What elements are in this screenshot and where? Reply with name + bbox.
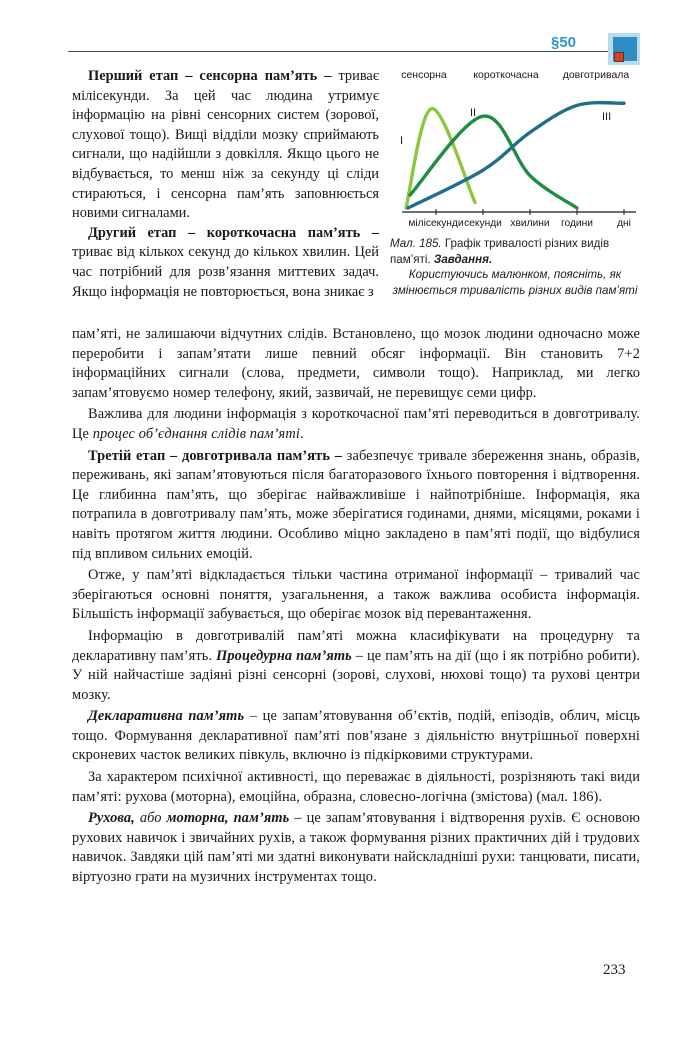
intro-column (72, 67, 379, 302)
chart-svg (388, 64, 640, 234)
p5-term: Процедурна пам’ять (216, 647, 352, 664)
paragraph-6 (72, 707, 640, 766)
paragraph-7: За характером психічної активності, що переважає в діяльності, розрізняють такі види пам’яті: рухова (моторна), емоційна, образна, словесно-логічна (змістова) (мал. 186). (72, 769, 640, 805)
stage1-text: триває мілісекунди. За цей час людина утримує інформацію на рівні сенсорних систем (зорової, слухової тощо). Вищі відділи мозку сприймають сигнали, що надійшли з довкілля. Якщо цього не відбувається, то менш ніж за секунду ці сліди стираються, і сенсорна пам’ять заповнюється новими сигналами. (72, 68, 379, 222)
chart-header-label: сенсорна (401, 69, 447, 81)
chart-header-label: короткочасна (473, 69, 539, 81)
series-marker: III (602, 111, 612, 123)
p5-pre: Інформацію в довготривалій пам’яті можна класифікувати на процедурну та декларативну пам’ять. (72, 627, 640, 664)
section-number: §50 (551, 34, 577, 51)
paragraph-5 (72, 627, 640, 705)
x-tick-label: дні (617, 218, 631, 229)
task-label: Завдання. (433, 252, 493, 266)
x-tick-label: години (561, 218, 593, 229)
p8-post: – це запам’ятовування і відтворення рухів. Є основою рухових навичок і звичайних рухів, а також формування різних практичних дій і трудових навичок. Завдяки цій пам’яті ми здатні виконувати найскладніші рухи: танцювати, писати, віртуозно грати на музичних інструментах тощо. (72, 810, 640, 886)
p2-emphasis: процес об’єднання слідів пам’яті (92, 425, 300, 442)
main-text (72, 325, 640, 888)
p2-pre: Важлива для людини інформація з короткочасної пам’яті переводиться в довготривалу. Це (72, 406, 640, 442)
p5-post: – це пам’ять на дії (що і як потрібно робити). У ній найчастіше задіяні різні сенсорні (зорові, слухові, нюхові тощо) та рухові центри мозку. (72, 647, 640, 703)
paragraph-1: пам’яті, не залишаючи відчутних слідів. Встановлено, що мозок людини одночасно може переробити і запам’ятати лише певний обсяг інформації. Він становить 7+2 інформаційних сигнали (слова, предмети, символи тощо). Наприклад, ми легко запам’ятовуємо номер телефону, який, зазвичай, не перевищує семи цифр. (72, 326, 640, 401)
x-tick-label: секунди (464, 218, 502, 229)
series-marker: II (470, 107, 477, 119)
corner-marker-dot (614, 52, 624, 62)
paragraph-4: Отже, у пам’яті відкладається тільки частина отриманої інформації – тривалий час зберігаються основні поняття, узагальнення, а також важлива особиста інформація. Більшість інформації забувається, що оберігає мозок від перевантаження. (72, 567, 640, 623)
p3-text: забезпечує тривале збереження знань, образів, переживань, які запам’ятовуються після багаторазового їхнього повторення і відтворення. Це глибинна пам’ять, що зберігає найважливіше і найпотрібніше. Інформація, яка потрапила в довготривалу пам’ять, може зберігатися годинами, днями, місяцями, роками і навіть протягом життя людини. Особливо міцно закладено в пам’яті події, що відбулися під впливом сильних емоцій. (72, 447, 640, 562)
page-number: 233 (603, 962, 626, 978)
paragraph-3 (72, 447, 640, 565)
memory-duration-chart (388, 64, 640, 234)
paragraph-2 (72, 405, 640, 444)
caption-text: Графік тривалості різних видів пам’яті. (390, 237, 610, 266)
stage2-text: триває від кількох секунд до кількох хвилин. Цей час потрібний для розв’язання миттевих задач. Якщо інформація не повторюється, вона зникає з (72, 244, 379, 300)
x-tick-label: мілісекунди (408, 218, 464, 229)
x-tick-label: хвилини (510, 218, 550, 229)
stage1-title: Перший етап – сенсорна пам’ять – (88, 68, 332, 84)
caption-label: Мал. 185. (390, 237, 442, 250)
stage1-paragraph (72, 67, 379, 224)
task-text: Користуючись малюнком, поясніть, як змінюється тривалість різних видів пам’яті (392, 268, 638, 297)
p8-term1: Рухова, (88, 810, 135, 827)
p6-post: – це запам’ятовування об’єктів, подій, епізодів, облич, місць тощо. Формування декларативної пам’яті пов’язане з діяльністю внутрішньої поверхні скроневих часток великих півкуль, включно із підкірковими структурами. (72, 708, 640, 764)
stage2-title: Другий етап – короткочасна пам’ять – (88, 224, 379, 241)
stage2-paragraph (72, 224, 379, 302)
chart-header-label: довготривала (562, 69, 630, 81)
series-marker: I (400, 135, 404, 147)
p3-title: Третій етап – довготривала пам’ять – (88, 447, 343, 464)
p8-mid: або (134, 810, 167, 827)
p6-term: Декларативна пам’ять (88, 708, 245, 725)
header-rule (68, 51, 608, 52)
paragraph-8 (72, 809, 640, 887)
p8-term2: моторна, пам’ять (166, 810, 290, 827)
p2-post: . (299, 425, 304, 442)
figure-caption (390, 236, 640, 298)
